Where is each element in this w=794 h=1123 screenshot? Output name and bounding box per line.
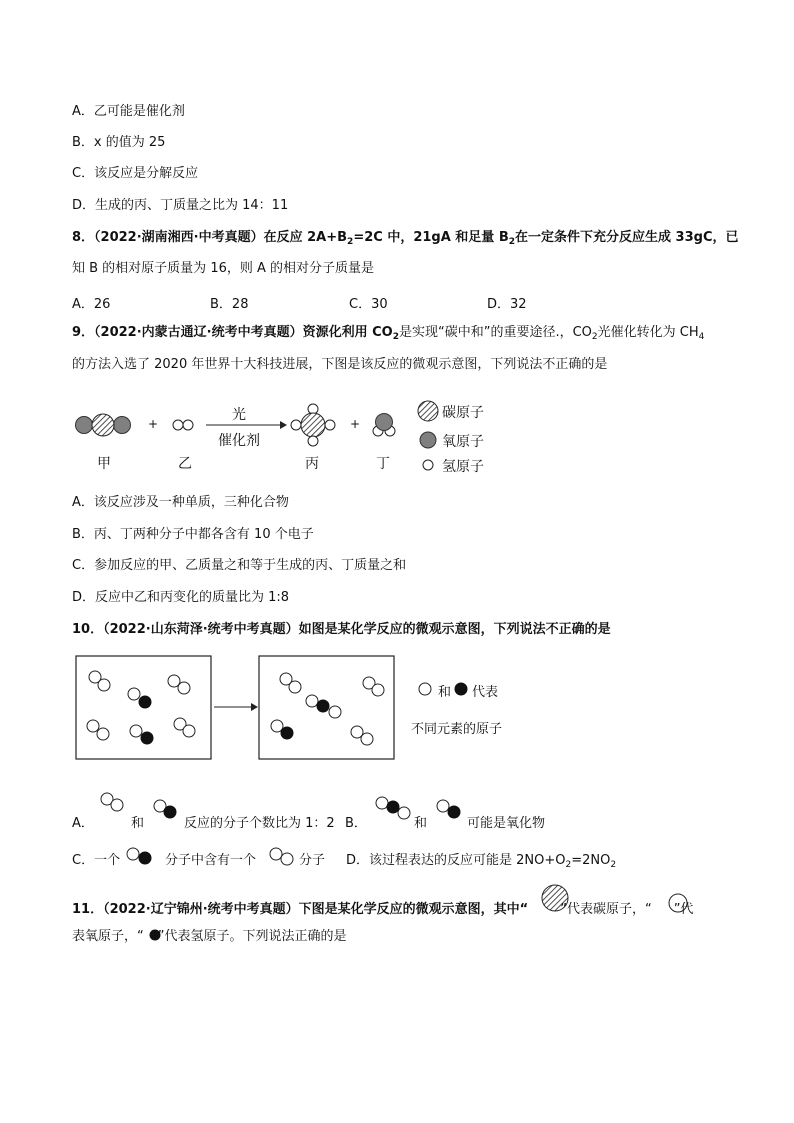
- label-ding: 丁: [376, 456, 390, 472]
- q11-stem-line2: 表氧原子，“ ”代表氢原子。下列说法正确的是: [72, 929, 347, 944]
- q10-option-a-and: 和: [131, 816, 145, 831]
- optC-molecule-2: [270, 848, 293, 865]
- q8-stem-line2: 知 B 的相对原子质量为 16，则 A 的相对分子质量是: [72, 261, 375, 276]
- legend-oxygen-label: 氧原子: [442, 434, 484, 450]
- plus-sign-1: +: [148, 417, 159, 431]
- optB-molecule-2: [437, 800, 460, 818]
- q10-option-a-prefix: A．: [72, 816, 94, 831]
- q9-stem-line1: 9．（2022·内蒙古通辽·统考中考真题）资源化利用 $CO_2$是实现“碳中和”的重要途径.，$CO_2$光催化转化为 $CH_4$: [72, 325, 705, 342]
- legend-white-atom: [419, 683, 431, 695]
- q10-legend-different-elements: 不同元素的原子: [411, 722, 503, 737]
- q8-option-c: C．30: [349, 297, 388, 312]
- legend-carbon-label: 碳原子: [442, 405, 484, 421]
- label-bing: 丙: [305, 456, 319, 472]
- q8-option-b: B．28: [210, 297, 249, 312]
- q7-option-c: C．该反应是分解反应: [72, 166, 199, 181]
- q9-option-b: B．丙、丁两种分子中都各含有 10 个电子: [72, 527, 314, 542]
- q9-option-a: A．该反应涉及一种单质，三种化合物: [72, 495, 289, 510]
- q10-option-b-and: 和: [414, 816, 428, 831]
- q8-stem-line1: 8．（2022·湖南湘西·中考真题）在反应 $2A+B_2=2C$ 中，21gA 和足量 $B_2$在一定条件下充分反应生成 33gC，已: [72, 230, 739, 247]
- q10-option-a-text: 反应的分子个数比为 1：2: [184, 816, 335, 831]
- optC-molecule-1: [127, 848, 151, 864]
- q7-option-b: B．x 的值为 25: [72, 135, 166, 150]
- q11-stem-line1: 11．（2022·辽宁锦州·统考中考真题）下图是某化学反应的微观示意图，其中“ ”代表碳原子，“ ”代: [72, 902, 694, 917]
- optA-molecule-1: [101, 793, 123, 811]
- q10-option-c-mid: 分子中含有一个: [165, 853, 257, 868]
- q10-option-d: D．该过程表达的反应可能是 $2NO+O_2=2NO_2$: [346, 853, 617, 870]
- optA-molecule-2: [154, 800, 176, 818]
- plus-sign-2: +: [350, 417, 361, 431]
- q10-option-c-tail: 分子: [299, 853, 326, 868]
- q10-stem: 10．（2022·山东菏泽·统考中考真题）如图是某化学反应的微观示意图，下列说法不正确的是: [72, 622, 611, 637]
- q10-legend-represent: 代表: [472, 685, 499, 700]
- q7-option-d: D．生成的丙、丁质量之比为 14：11: [72, 198, 289, 213]
- q7-option-a: A．乙可能是催化剂: [72, 104, 185, 119]
- optB-molecule-1: [376, 797, 410, 819]
- label-yi: 乙: [178, 456, 192, 472]
- q9-option-d: D．反应中乙和丙变化的质量比为 1:8: [72, 590, 290, 605]
- q10-legend-and: 和: [438, 685, 452, 700]
- q10-option-c-prefix: C．一个: [72, 853, 121, 868]
- q9-option-c: C．参加反应的甲、乙质量之和等于生成的丙、丁质量之和: [72, 558, 407, 573]
- q10-option-b-prefix: B．: [345, 816, 367, 831]
- q9-stem-line2: 的方法入选了 2020 年世界十大科技进展，下图是该反应的微观示意图，下列说法不正确的是: [72, 357, 608, 372]
- q8-option-a: A．26: [72, 297, 111, 312]
- legend-hydrogen-label: 氢原子: [442, 459, 484, 475]
- q10-option-b-text: 可能是氧化物: [467, 816, 546, 831]
- q8-option-d: D．32: [487, 297, 527, 312]
- label-jia: 甲: [97, 456, 111, 472]
- arrow-condition-light: 光: [232, 407, 246, 423]
- legend-black-atom: [455, 683, 467, 695]
- arrow-condition-catalyst: 催化剂: [218, 433, 260, 449]
